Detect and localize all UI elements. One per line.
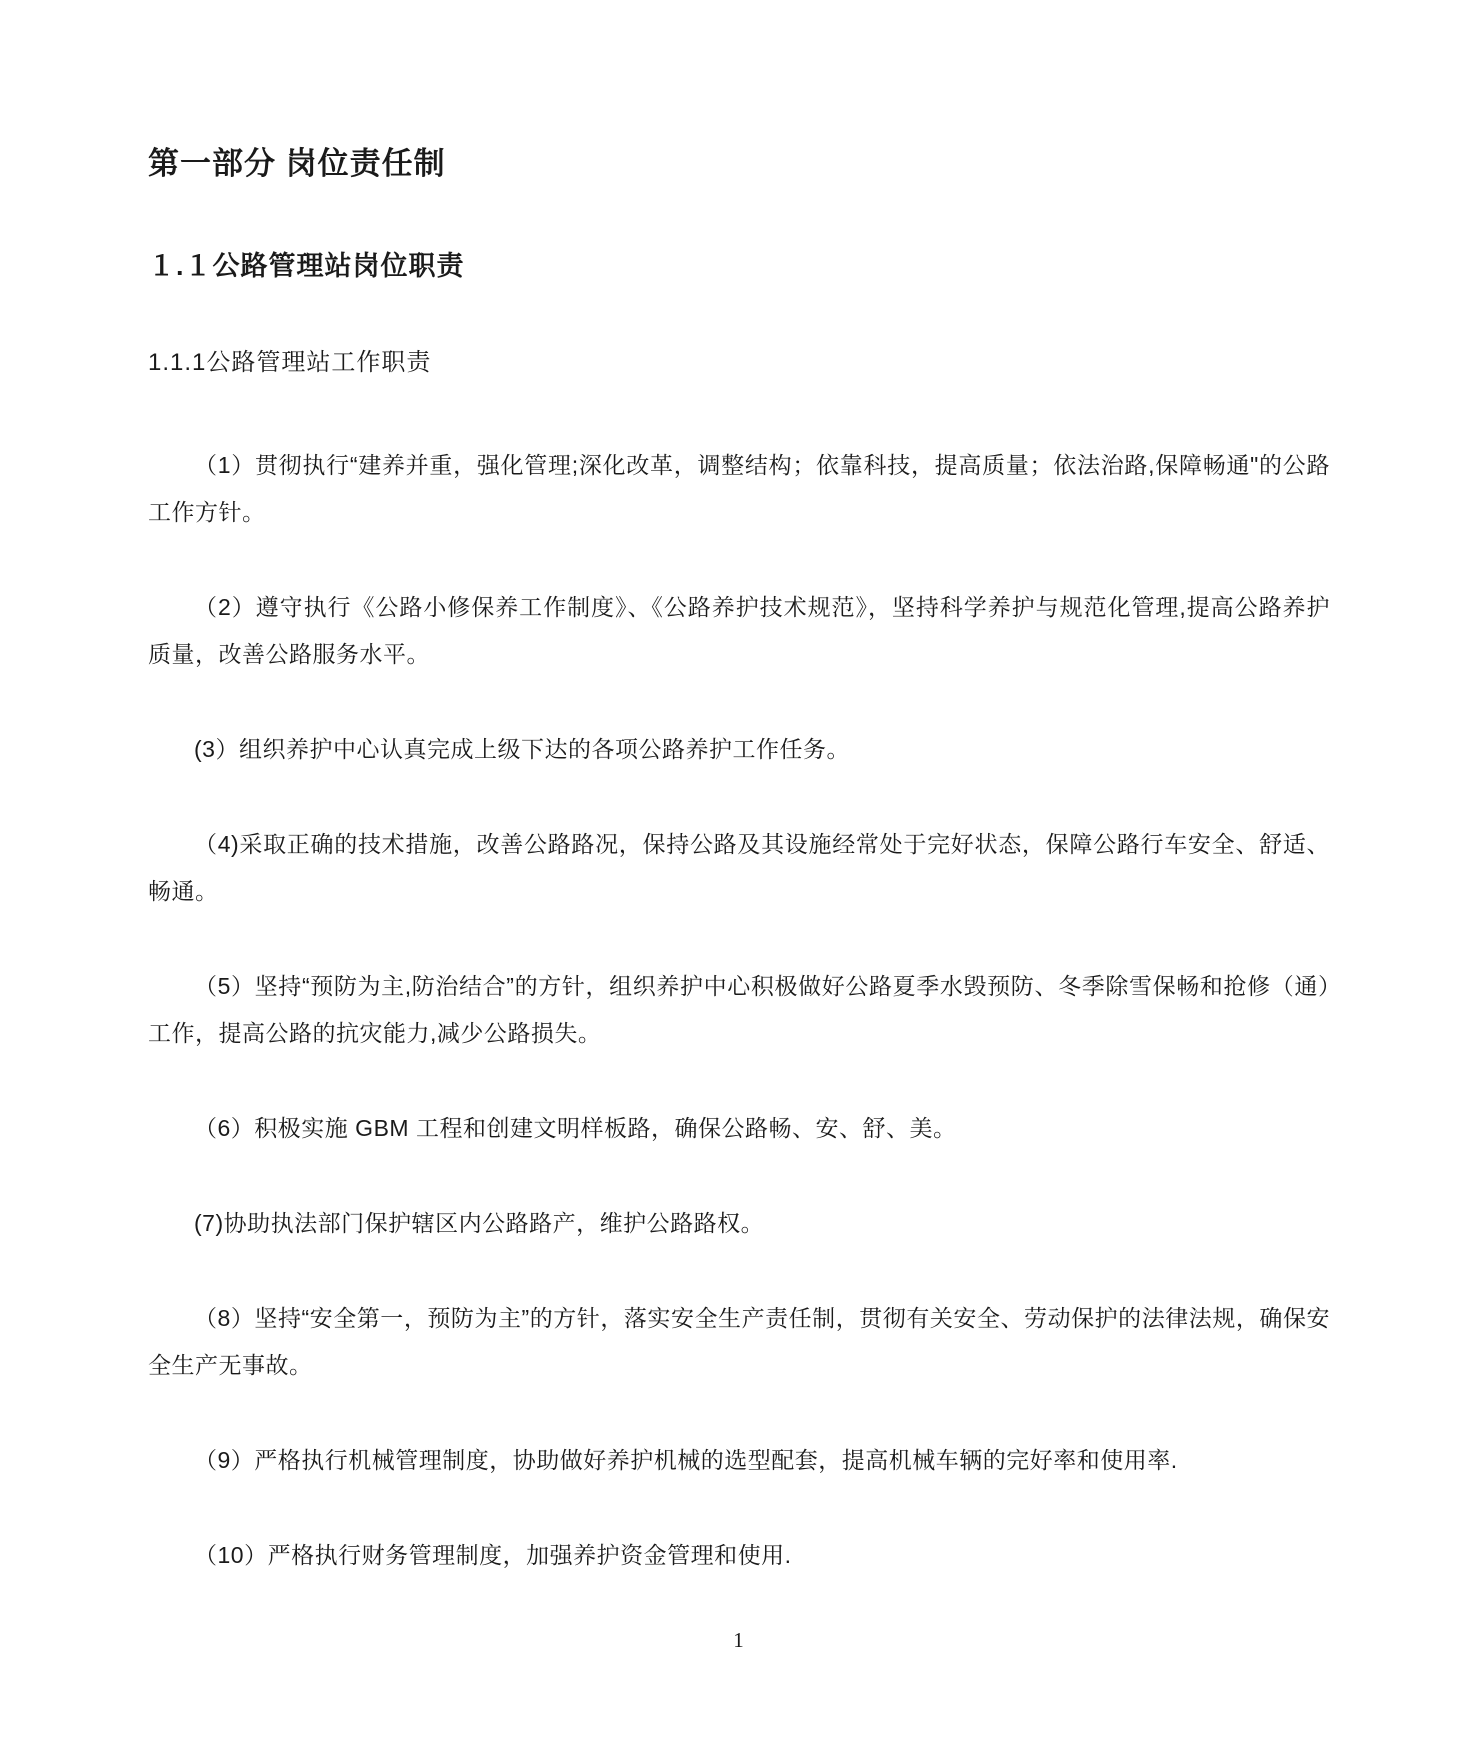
paragraph-1: （1）贯彻执行“建养并重，强化管理;深化改革，调整结构；依靠科技，提高质量；依法治路,保障畅通"的公路工作方针。 [148,452,1330,525]
page-number: 1 [733,1628,744,1652]
paragraph-9: （9）严格执行机械管理制度，协助做好养护机械的选型配套，提高机械车辆的完好率和使用率. [194,1447,1178,1473]
subsection-heading: 1.1.1公路管理站工作职责 [148,349,432,376]
paragraph-7: (7)协助执法部门保护辖区内公路路产，维护公路路权。 [194,1210,765,1236]
paragraph-10: （10）严格执行财务管理制度，加强养护资金管理和使用. [194,1542,792,1568]
paragraph-3: (3）组织养护中心认真完成上级下达的各项公路养护工作任务。 [194,736,850,762]
part-title: 第一部分 岗位责任制 [148,146,446,181]
paragraph-5: （5）坚持“预防为主,防治结合”的方针，组织养护中心积极做好公路夏季水毁预防、冬季除雪保畅和抢修（通）工作，提高公路的抗灾能力,减少公路损失。 [148,973,1330,1046]
paragraph-6: （6）积极实施 GBM 工程和创建文明样板路，确保公路畅、安、舒、美。 [194,1115,957,1141]
paragraph-2: （2）遵守执行《公路小修保养工作制度》、《公路养护技术规范》，坚持科学养护与规范化管理,提高公路养护质量，改善公路服务水平。 [148,594,1330,667]
section-heading: １.１公路管理站岗位职责 [148,251,465,281]
paragraph-8: （8）坚持“安全第一，预防为主”的方针，落实安全生产责任制，贯彻有关安全、劳动保护的法律法规，确保安全生产无事故。 [148,1305,1330,1378]
paragraph-4: （4)采取正确的技术措施，改善公路路况，保持公路及其设施经常处于完好状态，保障公路行车安全、舒适、畅通。 [148,831,1330,904]
